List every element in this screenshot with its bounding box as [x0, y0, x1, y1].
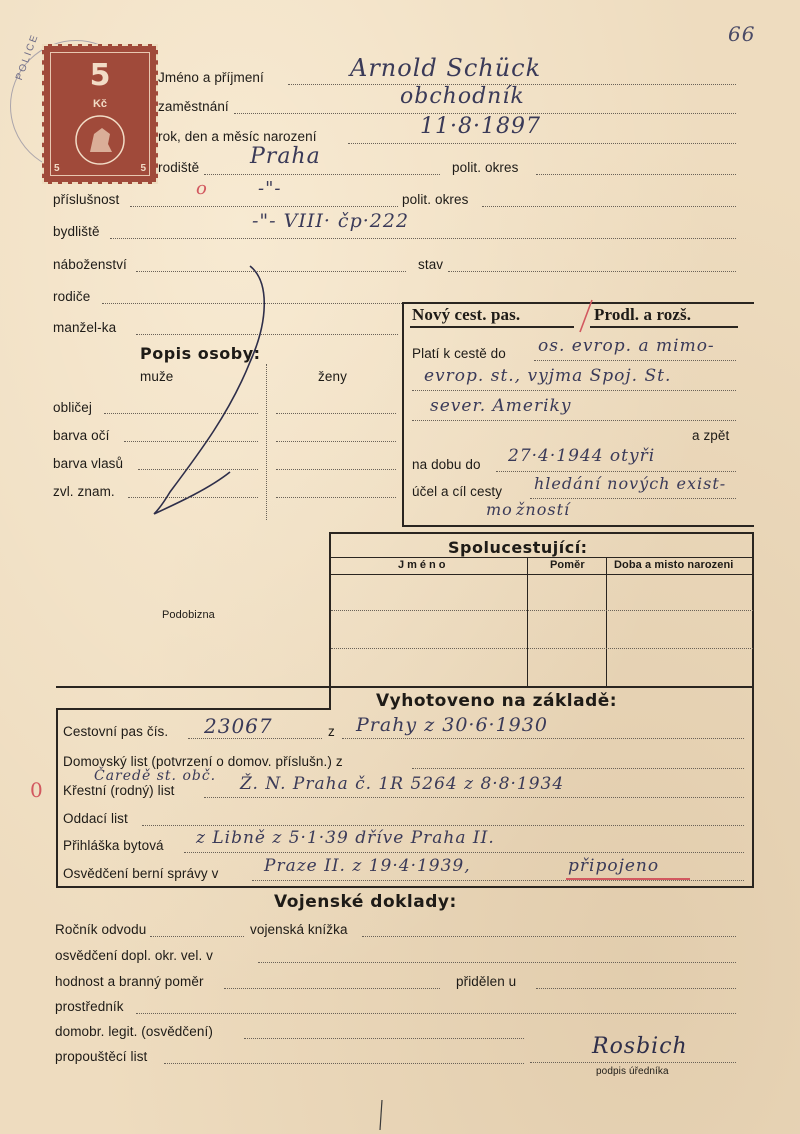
conscription-year-label: Ročník odvodu [55, 922, 147, 937]
companions-header-rule [331, 574, 753, 575]
assigned-label: přidělen u [456, 974, 517, 989]
stamp-currency: Kč [92, 98, 108, 110]
district2-line [482, 206, 736, 207]
conscription-year-line [150, 936, 244, 937]
official-signature: Rosbich [592, 1034, 688, 1059]
photo-bottom-border [56, 708, 331, 710]
description-row-hair: barva vlasů [53, 456, 124, 471]
employment-value: obchodník [400, 84, 525, 109]
description-divider [266, 364, 267, 520]
baptism-value: Ž. N. Praha č. 1R 5264 z 8·8·1934 [240, 774, 565, 794]
hair-women-line [276, 469, 396, 470]
birth-label: rok, den a měsíc narození [158, 129, 317, 144]
companions-right-border [752, 532, 754, 888]
companions-title-rule [331, 557, 753, 558]
birthplace-label: rodiště [158, 160, 200, 175]
agent-line [136, 1013, 736, 1014]
eyes-women-line [276, 441, 396, 442]
tax-value: Praze II. z 19·4·1939, [264, 856, 471, 876]
name-value: Arnold Schück [350, 54, 542, 82]
citizenship-label: příslušnost [53, 192, 120, 207]
religion-label: náboženství [53, 257, 127, 272]
valid-value-2: evrop. st., vyjma Spoj. St. [424, 366, 672, 386]
military-title: Vojenské doklady: [274, 892, 457, 912]
status-label: stav [418, 257, 444, 272]
new-passport-label: Nový cest. pas. [412, 305, 521, 324]
margin-tick-icon [372, 1098, 392, 1132]
photo-label: Podobizna [162, 609, 215, 621]
new-passport-underline [410, 326, 574, 328]
marks-men-line [128, 497, 258, 498]
discharge-label: propouštěcí list [55, 1049, 148, 1064]
basis-bottom-border [56, 886, 754, 888]
baptism-line [204, 797, 744, 798]
parents-label: rodiče [53, 289, 91, 304]
district2-label: polit. okres [402, 192, 469, 207]
spouse-label: manžel-ka [53, 320, 117, 335]
tax-note-red-underline [566, 878, 690, 880]
extend-passport-underline [590, 326, 738, 328]
district-line [536, 174, 736, 175]
companions-divider-2 [606, 558, 607, 686]
supplement-cert-line [258, 962, 736, 963]
from-line [342, 738, 744, 739]
description-row-eyes: barva očí [53, 428, 110, 443]
valid-line-1 [534, 360, 736, 361]
return-label: a zpět [692, 428, 730, 443]
agent-label: prostředník [55, 999, 124, 1014]
birth-value: 11·8·1897 [420, 114, 541, 139]
red-slash-icon [574, 298, 596, 334]
companions-left-border [329, 532, 331, 710]
purpose-label: účel a cíl cesty [412, 484, 503, 499]
passport-number-line [188, 738, 322, 739]
seal-text: POLICE [14, 32, 41, 82]
domicile-line [412, 768, 744, 769]
residence-label: bydliště [53, 224, 100, 239]
from-value: Prahy z 30·6·1930 [356, 714, 548, 736]
status-line [448, 271, 736, 272]
passport-number-value: 23067 [204, 714, 273, 738]
face-men-line [104, 413, 258, 414]
companions-col-birth: Doba a misto narozeni [614, 559, 734, 571]
companions-col-name: Jméno [398, 559, 449, 571]
tax-label: Osvědčení berní správy v [63, 866, 219, 881]
red-mark-zero: 0 [30, 778, 44, 802]
military-book-line [362, 936, 736, 937]
valid-line-3 [412, 420, 736, 421]
district-label: polit. okres [452, 160, 519, 175]
companions-title: Spolucestující: [448, 538, 588, 557]
valid-value-1: os. evrop. a mimo- [538, 336, 715, 356]
stamp-corner-left: 5 [54, 163, 60, 174]
page-number: 66 [728, 22, 756, 46]
passport-bottom-border [402, 525, 754, 527]
military-book-label: vojenská knížka [250, 922, 348, 937]
face-women-line [276, 413, 396, 414]
rank-line [224, 988, 440, 989]
tax-line [252, 880, 744, 881]
purpose-value-1: hledání nových exist- [534, 474, 727, 493]
signature-line [530, 1062, 736, 1063]
birthplace-line [204, 174, 440, 175]
residence-value: -"- VIII· čp·222 [252, 210, 410, 232]
description-row-marks: zvl. znam. [53, 484, 115, 499]
marks-women-line [276, 497, 396, 498]
housing-value: z Libně z 5·1·39 dříve Praha II. [196, 828, 495, 848]
legitimation-line [244, 1038, 524, 1039]
companion-row-1 [331, 610, 753, 611]
purpose-value-3: žností [516, 500, 571, 519]
marriage-line [142, 825, 744, 826]
hair-men-line [138, 469, 258, 470]
period-line [496, 471, 736, 472]
signature-label: podpis úředníka [596, 1066, 669, 1077]
from-label: z [328, 724, 335, 739]
assigned-line [536, 988, 736, 989]
employment-label: zaměstnání [158, 99, 229, 114]
period-value: 27·4·1944 otyři [508, 446, 656, 466]
basis-top-border [56, 686, 754, 688]
passport-number-label: Cestovní pas čís. [63, 724, 169, 739]
residence-line [110, 238, 736, 239]
men-label: muže [140, 369, 174, 384]
tax-note: připojeno [568, 856, 660, 876]
stamp-corner-right: 5 [140, 163, 146, 174]
red-mark-o: o [196, 178, 208, 199]
supplement-cert-label: osvědčení dopl. okr. vel. v [55, 948, 214, 963]
valid-value-3: sever. Ameriky [430, 396, 572, 416]
passport-left-border [402, 302, 404, 526]
legitimation-label: domobr. legit. (osvědčení) [55, 1024, 213, 1039]
extend-passport-label: Prodl. a rozš. [594, 305, 692, 324]
description-title: Popis osoby: [140, 344, 261, 363]
purpose-value-2: mo [486, 500, 513, 519]
companions-col-relation: Poměr [550, 559, 585, 571]
citizenship-line [130, 206, 398, 207]
name-label: Jméno a příjmení [158, 70, 264, 85]
birthplace-value: Praha [250, 144, 321, 169]
marriage-label: Oddací list [63, 811, 128, 826]
discharge-line [164, 1063, 524, 1064]
housing-line [184, 852, 744, 853]
lion-emblem-icon [72, 112, 128, 168]
domicile-label: Domovský list (potvrzení o domov. příslušn.) z [63, 754, 343, 769]
baptism-label: Křestní (rodný) list [63, 783, 175, 798]
basis-title: Vyhotoveno na základě: [376, 691, 618, 711]
housing-label: Přihláška bytová [63, 838, 164, 853]
domicile-value: Čaredě st. obč. [94, 768, 217, 784]
companion-row-2 [331, 648, 753, 649]
women-label: ženy [318, 369, 347, 384]
valid-label: Platí k cestě do [412, 346, 506, 361]
valid-line-2 [412, 390, 736, 391]
companions-divider-1 [527, 558, 528, 686]
revenue-stamp [42, 44, 158, 184]
birth-line [348, 143, 736, 144]
citizenship-value: -"- [258, 178, 282, 199]
basis-left-border [56, 708, 58, 888]
rank-label: hodnost a branný poměr [55, 974, 204, 989]
crossout-stroke-icon [140, 262, 280, 522]
description-row-face: obličej [53, 400, 92, 415]
companions-top-border [329, 532, 754, 534]
purpose-line [530, 498, 736, 499]
stamp-value: 5 [89, 58, 111, 93]
period-label: na dobu do [412, 457, 481, 472]
eyes-men-line [124, 441, 258, 442]
